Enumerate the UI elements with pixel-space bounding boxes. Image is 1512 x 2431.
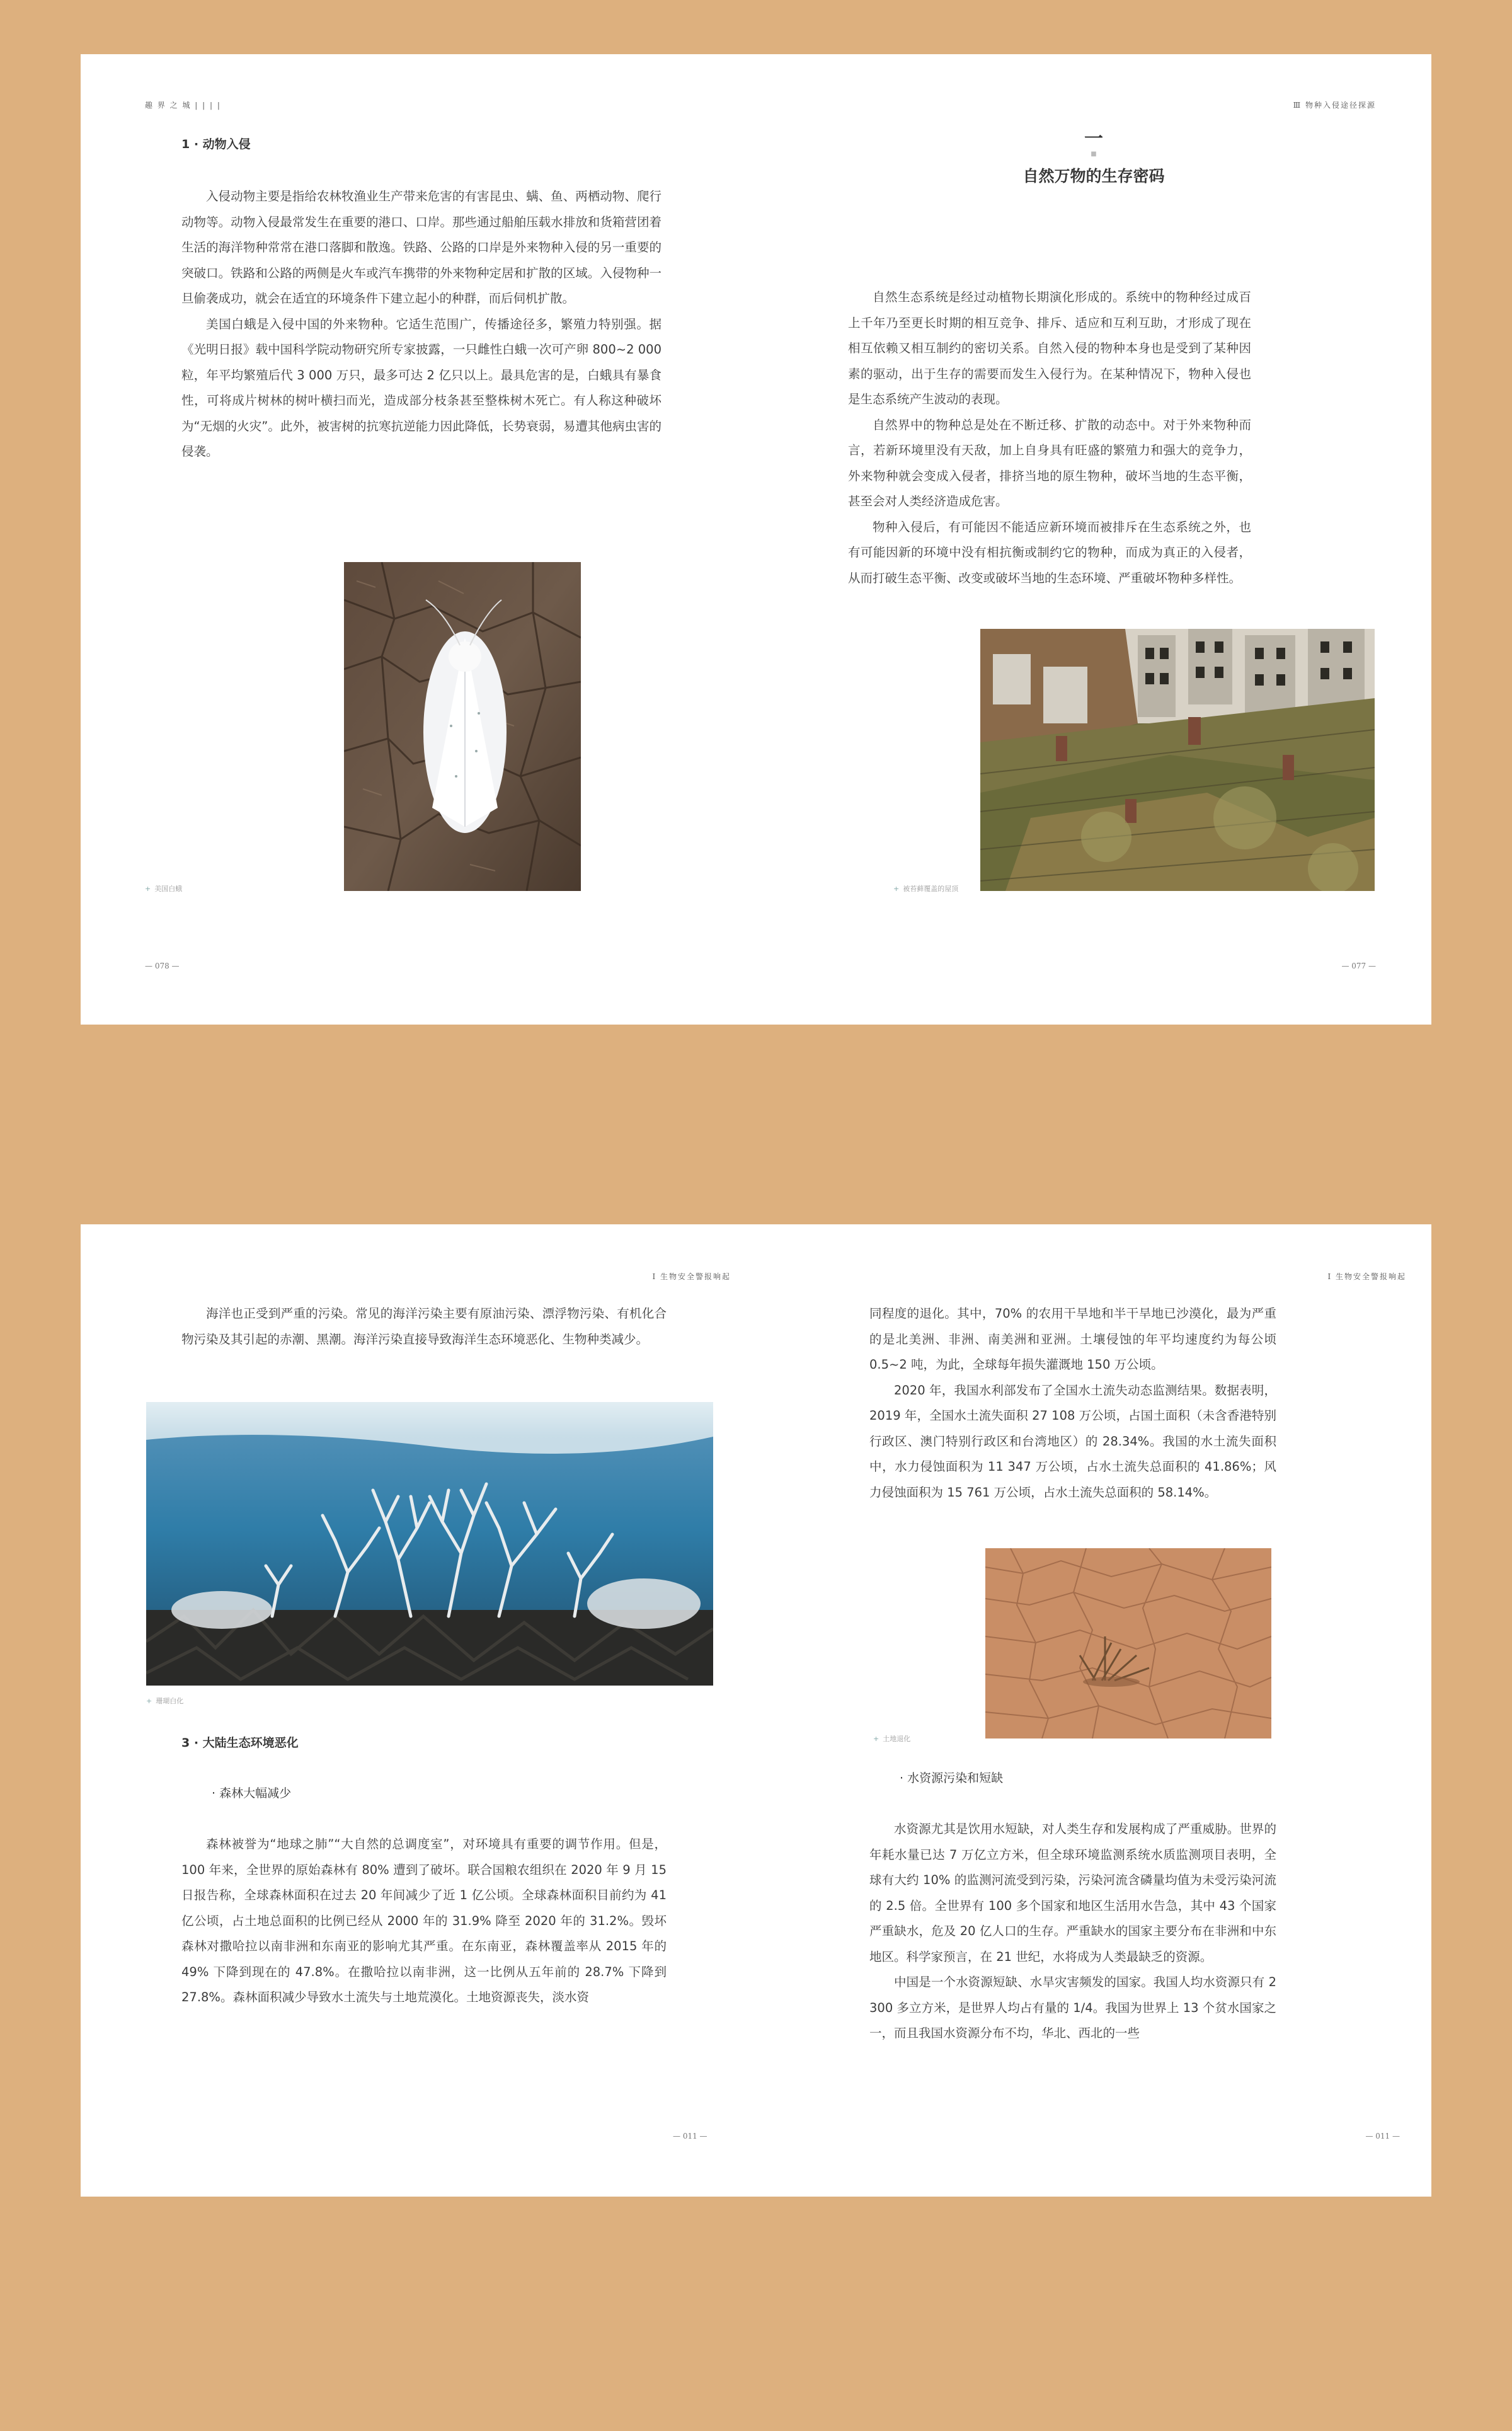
paragraph: 2020 年，我国水利部发布了全国水土流失动态监测结果。数据表明，2019 年，全国水土流失面积 27 108 万公顷，占国土面积（未含香港特别行政区、澳门特别行政区和台湾地区）的 28.34%。我国的水土流失面积中，水力侵蚀面积为 11 347 万公顷，占水土流失总面积的 41.86%；风力侵蚀面积为 15 761 万公顷，占水土流失总面积的 58.14%。 [869,1382,1276,1500]
page-number: — 077 — [1341,962,1376,970]
paragraph: 入侵动物主要是指给农林牧渔业生产带来危害的有害昆虫、螨、鱼、两栖动物、爬行动物等。动物入侵最常发生在重要的港口、口岸。那些通过船舶压载水排放和货箱营团着生活的海洋物种常常在港口落脚和散逸。铁路、公路的口岸是外来物种入侵的另一重要的突破口。铁路和公路的两侧是火车或汽车携带的外来物种定居和扩散的区域。入侵物种一旦偷袭成功，就会在适宜的环境条件下建立起小的种群，而后伺机扩散。 [181,189,662,306]
figure-caption: + 美国白蛾 [145,885,183,893]
chapter-title: 自然万物的生存密码 [1022,167,1165,185]
chapter-header [756,130,1431,187]
page-077 [756,54,1431,1025]
coral-bleaching-photo [146,1402,713,1686]
running-head: Ⅲ 物种入侵途径探源 [1293,101,1376,110]
page-011-right [756,1224,1431,2197]
body-text [869,1817,1276,2047]
body-text-top [869,1301,1276,1505]
moth-photo [344,562,581,891]
running-head: 趣 界 之 城 | | | | [145,101,221,110]
body-text [181,1832,667,2011]
paragraph: 美国白蛾是入侵中国的外来物种。它适生范围广，传播途径多，繁殖力特别强。据《光明日报》载中国科学院动物研究所专家披露，一只雌性白蛾一次可产卵 800~2 000 粒，年平均繁殖后代 3 000 万只，最多可达 2 亿只以上。最具危害的是，白蛾具有暴食性，可将成片树林的树叶横扫而光，造成部分枝条甚至整株树木死亡。有人称这种破坏为“无烟的火灾”。此外，被害树的抗寒抗逆能力因此降低，长势衰弱，易遭其他病虫害的侵袭。 [181,316,662,459]
running-head: Ⅰ 生物安全警报响起 [652,1272,731,1281]
book-spread-1 [81,54,1431,1025]
running-head: Ⅰ 生物安全警报响起 [1327,1272,1406,1281]
paragraph: 海洋也正受到严重的污染。常见的海洋污染主要有原油污染、漂浮物污染、有机化合物污染及其引起的赤潮、黑潮。海洋污染直接导致海洋生态环境恶化、生物种类减少。 [181,1306,667,1347]
section-heading: 3 · 大陆生态环境恶化 [181,1736,299,1750]
figure-caption: + 被苔藓覆盖的屋顶 [893,885,959,893]
chapter-number: 一 [1084,128,1103,150]
paragraph: 自然生态系统是经过动植物长期演化形成的。系统中的物种经过成百上千年乃至更长时期的相互竞争、排斥、适应和互利互助，才形成了现在相互依赖又相互制约的密切关系。自然入侵的物种本身也是受到了某种因素的驱动，出于生存的需要而发生入侵行为。在某种情况下，物种入侵也是生态系统产生波动的表现。 [848,290,1251,406]
paragraph: 森林被誉为“地球之肺”“大自然的总调度室”，对环境具有重要的调节作用。但是，100 年来，全世界的原始森林有 80% 遭到了破坏。联合国粮农组织在 2020 年 9 月 15 日报告称，全球森林面积在过去 20 年间减少了近 1 亿公顷。全球森林面积目前约为 41 亿公顷，占土地总面积的比例已经从 2000 年的 31.9% 降至 2020 年的 31.2%。毁坏森林对撒哈拉以南非洲和东南亚的影响尤其严重。在东南亚，森林覆盖率从 2015 年的 49% 下降到现在的 47.8%。在撒哈拉以南非洲，这一比例从五年前的 28.7% 下降到 27.8%。森林面积减少导致水土流失与土地荒漠化。土地资源丧失，淡水资 [181,1837,667,2004]
paragraph: 中国是一个水资源短缺、水旱灾害频发的国家。我国人均水资源只有 2 300 多立方米，是世界人均占有量的 1/4。我国为世界上 13 个贫水国家之一，而且我国水资源分布不均，华北、西北的一些 [869,1975,1276,2040]
paragraph: 水资源尤其是饮用水短缺，对人类生存和发展构成了严重威胁。世界的年耗水量已达 7 万亿立方米，但全球环境监测系统水质监测项目表明，全球有大约 10% 的监测河流受到污染，污染河流含磷量均值为未受污染河流的 2.5 倍。全世界有 100 多个国家和地区生活用水告急，其中 43 个国家严重缺水，危及 20 亿人口的生存。严重缺水的国家主要分布在非洲和中东地区。科学家预言，在 21 世纪，水将成为人类最缺乏的资源。 [869,1822,1276,1964]
page-011-left [81,1224,756,2197]
body-text-top [181,1301,667,1352]
paragraph: 同程度的退化。其中，70% 的农用干旱地和半干旱地已沙漠化，最为严重的是北美洲、非洲、南美洲和亚洲。土壤侵蚀的年平均速度约为每公顷 0.5~2 吨，为此，全球每年损失灌溉地 150 万公顷。 [869,1306,1276,1372]
page-number: — 011 — [673,2132,707,2141]
figure-caption: + 土地退化 [873,1735,911,1743]
page-number: — 078 — [145,962,180,970]
subsection-heading: · 森林大幅减少 [212,1786,292,1800]
degraded-land-photo [985,1548,1271,1738]
paragraph: 自然界中的物种总是处在不断迁移、扩散的动态中。对于外来物种而言，若新环境里没有天敌，加上自身具有旺盛的繁殖力和强大的竞争力，外来物种就会变成入侵者，排挤当地的原生物种，破坏当地的生态平衡，甚至会对人类经济造成危害。 [848,417,1251,509]
mossy-roofs-photo [980,629,1375,891]
body-text [848,285,1251,591]
section-heading: 1 · 动物入侵 [181,137,251,151]
paragraph: 物种入侵后，有可能因不能适应新环境而被排斥在生态系统之外，也有可能因新的环境中没有相抗衡或制约它的物种，而成为真正的入侵者，从而打破生态平衡、改变或破坏当地的生态环境、严重破坏物种多样性。 [848,519,1251,585]
book-spread-2 [81,1224,1431,2197]
page-078 [81,54,756,1025]
subsection-heading: · 水资源污染和短缺 [900,1771,1004,1785]
figure-caption: + 珊瑚白化 [146,1697,184,1705]
page-number: — 011 — [1365,2132,1400,2141]
chapter-dot: ■ [1091,151,1097,158]
body-text [181,184,662,465]
